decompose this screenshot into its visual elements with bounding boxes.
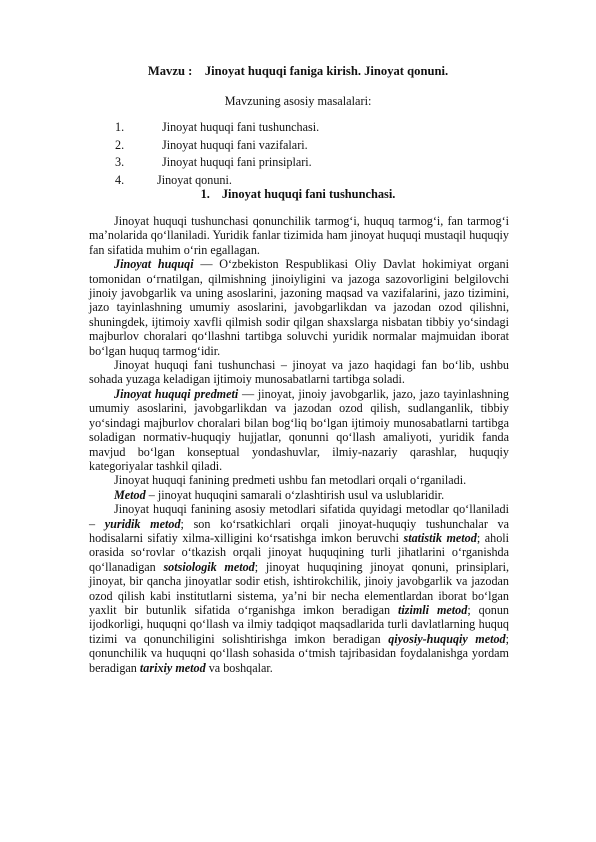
term: qiyosiy-huquqiy metod bbox=[388, 631, 506, 646]
topic-item bbox=[115, 154, 319, 172]
paragraph-text: ; jinoyat huquqining jinoyat qonuni, prinsiplari, jinoyat, bir qancha jinoyatlar sodir etish, ishtirokchilik, jinoiy javobgarlik va jazodan ozod qilish kabi institutlarni sistema, ya’ni bir necha elementlardan iborat bo‘lgan yaxlit bir butunlik sifatida o‘rganishga imkon beradigan bbox=[89, 559, 509, 617]
topic-number: 4. bbox=[115, 172, 125, 187]
paragraph bbox=[89, 502, 509, 675]
topic-item bbox=[115, 137, 319, 155]
term: tizimli metod bbox=[397, 602, 468, 617]
term: yuridik metod bbox=[104, 516, 181, 531]
paragraph-text: ; qonun ijodkorligi, huquqni qo‘llash va ilmiy tadqiqot maqsadlarida turli davlatlarning huquq tizimi va qonunchiligini solishtirishga imkon beradigan bbox=[89, 602, 510, 646]
paragraph: Jinoyat huquqi fanining predmeti ushbu fan metodlari orqali o‘rganiladi. bbox=[114, 473, 467, 488]
term: Metod bbox=[114, 487, 146, 502]
paragraph-text: — jinoyat, jinoiy javobgarlik, jazo, jazo tayinlashning umumiy asoslarini, javobgarlikdan va jazodan ozod qilish, sudlanganlik, tibbiy yo‘sindagi majburlov choralari bilan bog‘liq bo‘lgan ijtimoiy munosabatlarni tartibga soladigan normativ-huquqiy hujjatlar, qonunni qo‘llash amaliyoti, yuridik fanda mavjud bo‘lgan konseptual yondashuvlar, ilmiy-nazariy qarashlar, huquqiy kategoriyalar tashkil qiladi. bbox=[89, 386, 509, 473]
paragraph-text: ; aholi orasida so‘rovlar o‘tkazish orqali jinoyat huquqining turli jihatlarini o‘rganishda qo‘llanadigan bbox=[89, 530, 510, 574]
topic-number: 2. bbox=[115, 137, 125, 152]
term: tarixiy metod bbox=[139, 660, 206, 675]
topic-label: Jinoyat huquqi fani vazifalari. bbox=[162, 137, 308, 152]
paragraph bbox=[89, 488, 509, 502]
topic-number: 1. bbox=[115, 120, 125, 134]
section-heading bbox=[0, 187, 596, 201]
term: Jinoyat huquqi predmeti bbox=[114, 386, 239, 401]
paragraph: Jinoyat huquqi fani tushunchasi – jinoyat va jazo haqidagi fan bo‘lib, ushbu sohada yuzaga keladigan ijtimoiy munosabatlarni tartibga soladi. bbox=[89, 358, 509, 387]
paragraph bbox=[89, 257, 509, 358]
paragraph-text: ; son ko‘rsatkichlari orqali jinoyat-huquqiy tushunchalar va hodisalarni sifatiy xilma-xilligini ko‘rsatishga imkon beruvchi bbox=[89, 516, 509, 545]
section-title: Jinoyat huquqi fani tushunchasi. bbox=[221, 187, 396, 201]
paragraph: Jinoyat huquqi tushunchasi qonunchilik tarmog‘i, huquq tarmog‘i, fan tarmog‘i ma’nolarida qo‘llaniladi. Yuridik fanlar tizimida ham jinoyat huquqi mustaqil huquqiy fan sifatida muhim o‘rin egallagan. bbox=[89, 214, 509, 257]
topics-list bbox=[115, 119, 319, 189]
term: sotsiologik metod bbox=[163, 559, 255, 574]
page-subtitle: Mavzuning asosiy masalalari: bbox=[224, 94, 372, 108]
term: statistik metod bbox=[403, 530, 477, 545]
paragraph-text: — O‘zbekiston Respublikasi Oliy Davlat hokimiyat organi tomonidan o‘rnatilgan, qilmishning jinoiyligini va jazoga sazovorligini belgilovchi jinoiy javobgarlik va uning asoslarini, jazoning maqsad va vazifalarini, jazo tizimini, jazo tayinlashning umumiy asoslarini, javobgarlikdan va jazodan ozod qilishni, shuningdek, ijtimoiy xavfli qilmish sodir qilgan shaxslarga nisbatan tibbiy yo‘sindagi majburlov choralari qo‘llashni tartibga soluvchi yuridik normalar majmuidan iborat bo‘lgan huquq tarmog‘idir. bbox=[89, 257, 509, 358]
topic-label: Jinoyat huquqi fani prinsiplari. bbox=[162, 155, 312, 169]
page-title: Mavzu : Jinoyat huquqi faniga kirish. Jinoyat qonuni. bbox=[147, 64, 449, 78]
term: Jinoyat huquqi bbox=[114, 257, 194, 272]
paragraph bbox=[89, 387, 509, 473]
topic-label: Jinoyat huquqi fani tushunchasi. bbox=[162, 120, 320, 134]
paragraph-text: – jinoyat huquqini samarali o‘zlashtirish usul va uslublaridir. bbox=[145, 487, 445, 502]
topic-number: 3. bbox=[115, 155, 125, 169]
paragraph-text: ; qonunchilik va huquqni qo‘llash sohasida o‘tmish tajribasidan foydalanishga yordam beradigan bbox=[89, 631, 509, 675]
section-number: 1. bbox=[200, 187, 210, 201]
topic-label: Jinoyat qonuni. bbox=[157, 172, 232, 187]
paragraph-text: Jinoyat huquqi fanining asosiy metodlari sifatida quyidagi metodlar qo‘llaniladi – bbox=[89, 502, 509, 531]
topic-item bbox=[115, 119, 319, 137]
document-body bbox=[89, 214, 509, 675]
paragraph-text: va boshqalar. bbox=[205, 660, 273, 675]
